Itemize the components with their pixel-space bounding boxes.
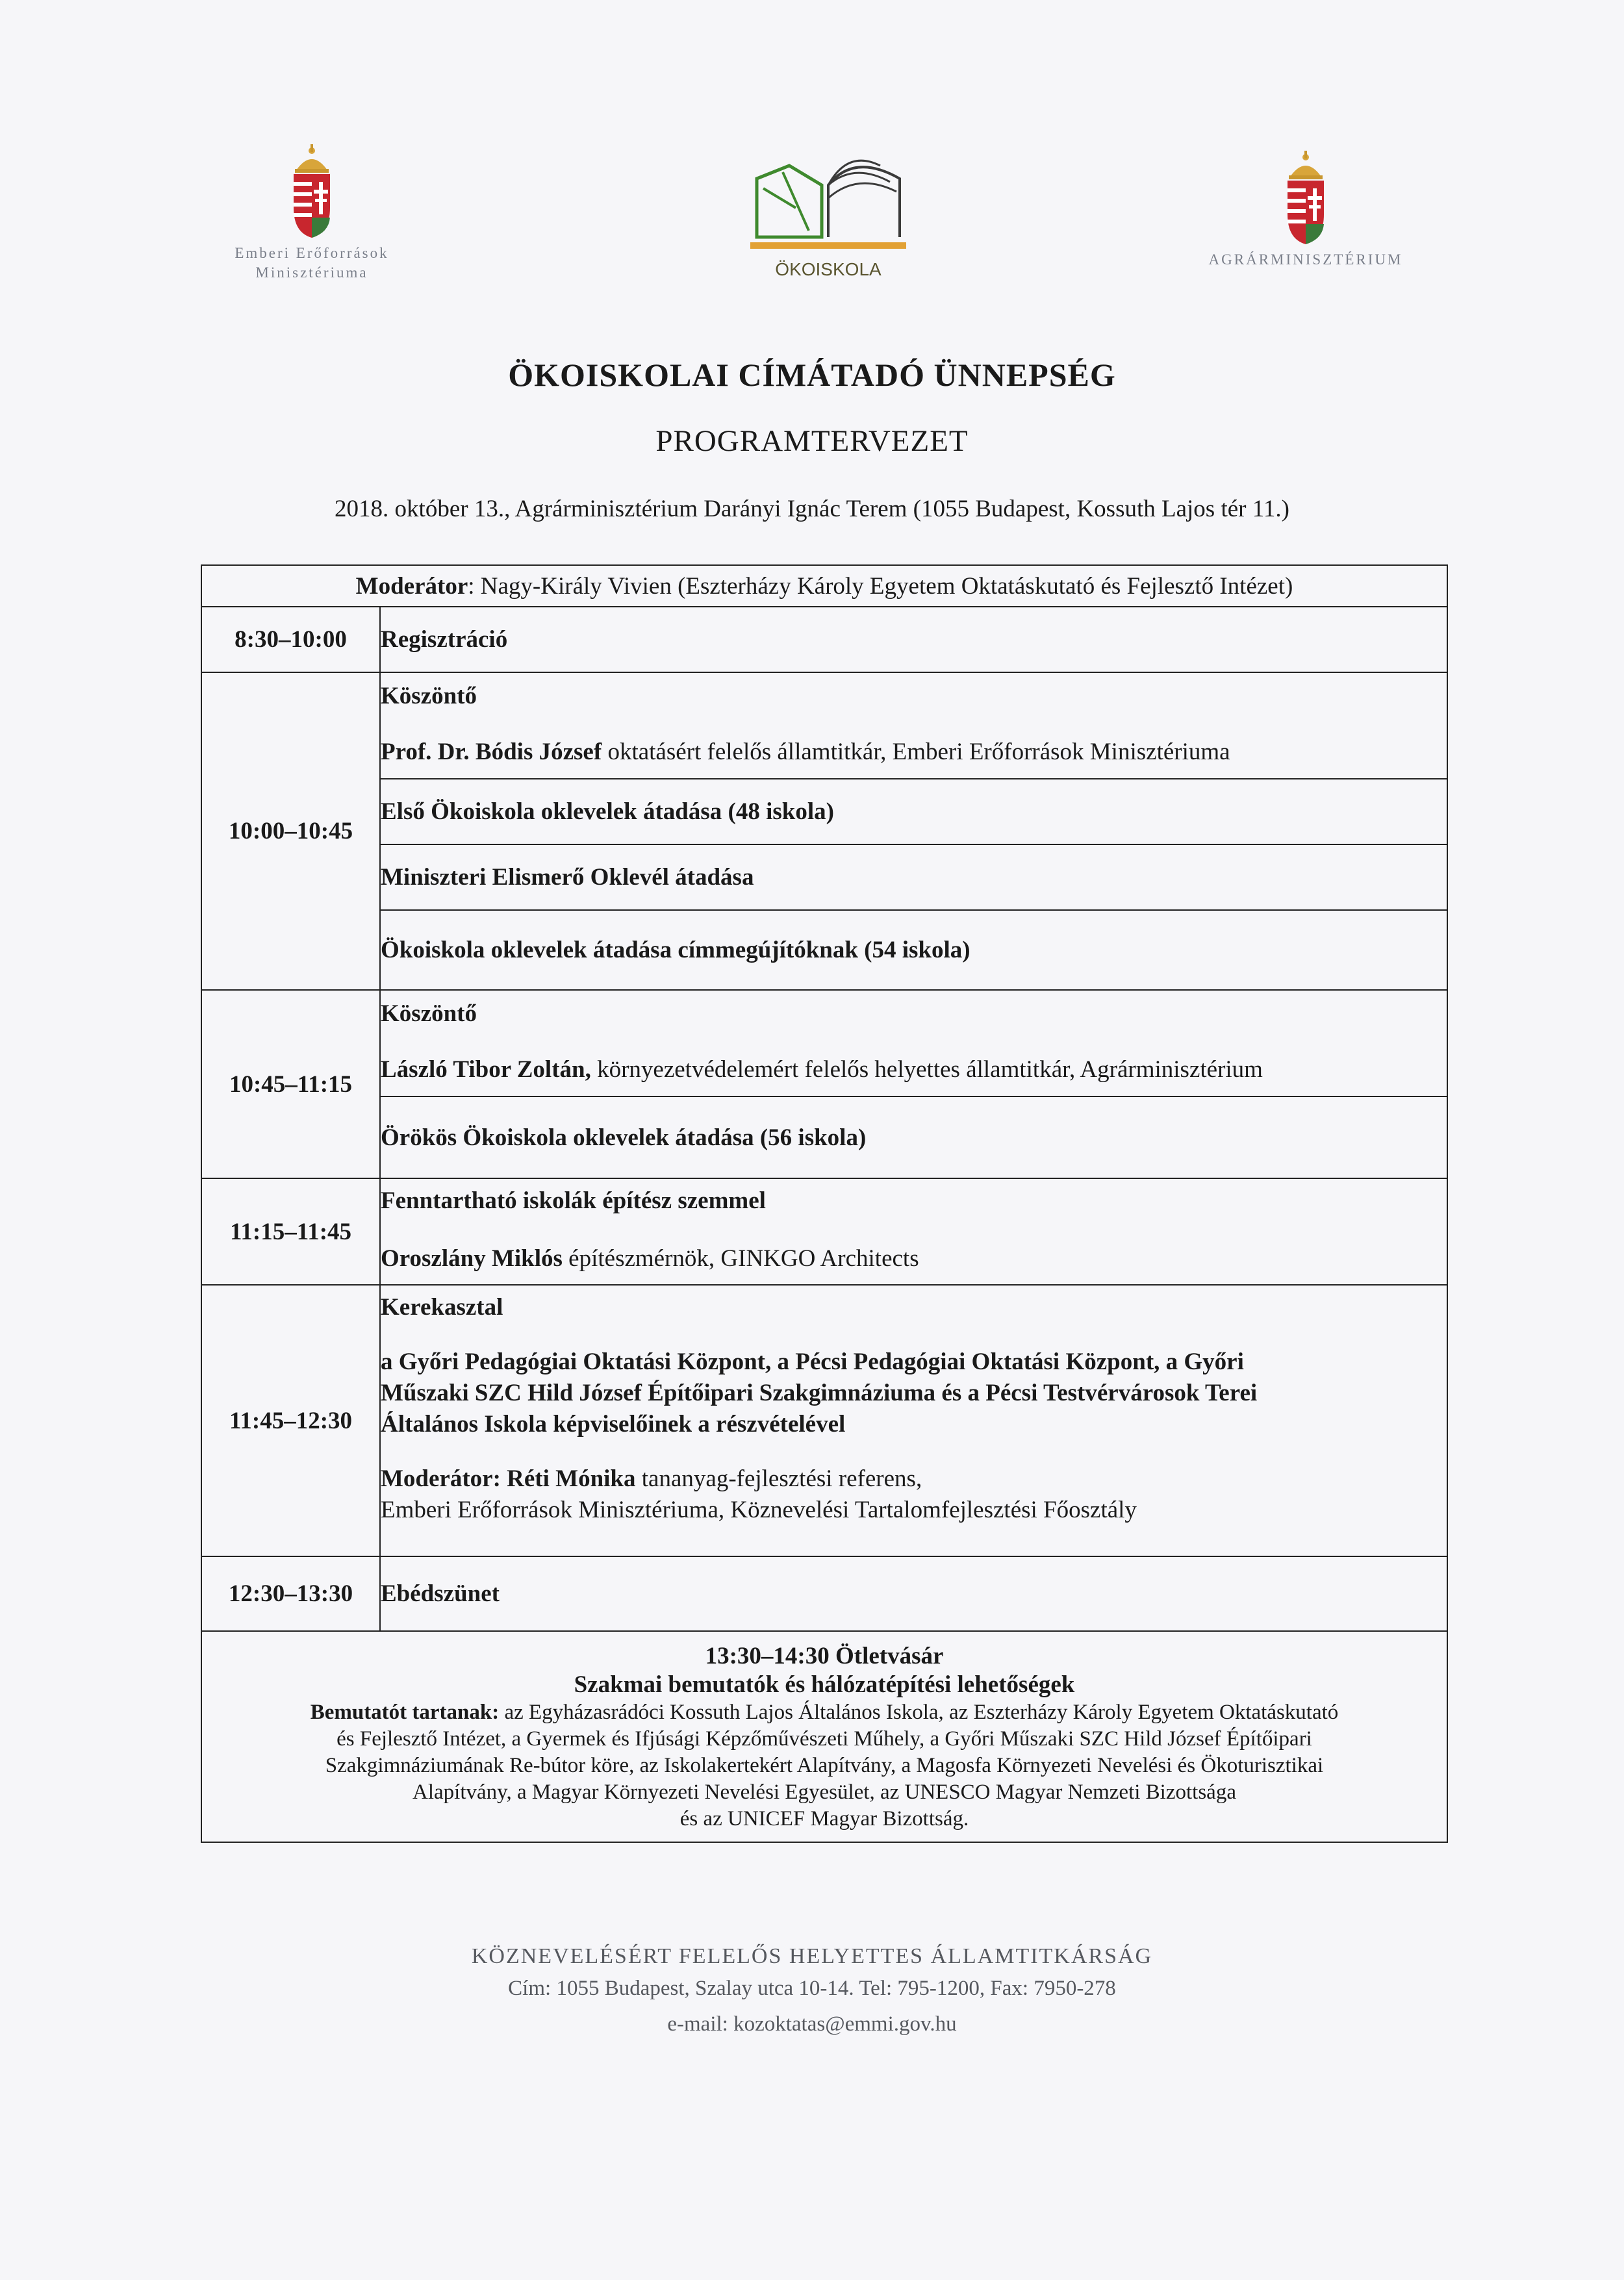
speaker-role: környezetvédelemért felelős helyettes államtitkár, Agrárminisztérium [590, 1056, 1263, 1083]
moderator-text: : Nagy-Király Vivien (Eszterházy Károly Egyetem Oktatáskutató és Fejlesztő Intézet) [468, 572, 1293, 600]
footer-email: e-mail: kozoktatas@emmi.gov.hu [667, 2012, 957, 2036]
middle-logo-caption: ÖKOISKOLA [775, 259, 882, 279]
footer-address: Cím: 1055 Budapest, Szalay utca 10-14. Tel: 795-1200, Fax: 7950-278 [508, 1977, 1116, 2000]
agenda-item: Első Ökoiskola oklevelek átadása (48 iskola) [380, 779, 1447, 844]
page-title: ÖKOISKOLAI CÍMÁTADÓ ÜNNEPSÉG [508, 357, 1116, 393]
agenda-item: Miniszteri Elismerő Oklevél átadása [380, 844, 1447, 910]
moderator-cell [201, 565, 1447, 607]
closing-cell [201, 1631, 1447, 1842]
welcome-cell [380, 990, 1447, 1096]
session-title: Fenntartható iskolák építész szemmel [381, 1187, 766, 1214]
presenters-line [214, 1699, 1435, 1726]
table-row [201, 844, 1447, 910]
time-cell: 11:15–11:45 [201, 1178, 380, 1285]
session-title: Regisztráció [380, 607, 1447, 672]
table-row [201, 607, 1447, 672]
open-book-icon [744, 146, 913, 257]
presenters-line: Szakgimnáziumának Re-bútor köre, az Iskolakertekért Alapítvány, a Magosfa Környezeti Nevelési és Ökoturisztikai [325, 1754, 1324, 1777]
table-row [201, 1556, 1447, 1631]
roundtable-cell [380, 1285, 1447, 1556]
speaker-line [381, 738, 1447, 766]
program-table [201, 564, 1448, 1843]
speaker-line [381, 1245, 1447, 1273]
presenters-line: Alapítvány, a Magyar Környezeti Nevelési Egyesület, az UNESCO Magyar Nemzeti Bizottsága [412, 1780, 1236, 1804]
presenters-label: Bemutatót tartanak: [310, 1701, 500, 1724]
closing-row [201, 1631, 1447, 1842]
closing-title: 13:30–14:30 Ötletvásár [705, 1643, 944, 1669]
time-cell: 10:00–10:45 [201, 672, 380, 990]
agenda-item: Ökoiskola oklevelek átadása címmegújítóknak (54 iskola) [380, 910, 1447, 990]
moderator-line [381, 1463, 1447, 1495]
welcome-label: Köszöntő [381, 1000, 477, 1027]
session-cell [380, 1178, 1447, 1285]
speaker-name: Prof. Dr. Bódis József [381, 739, 602, 765]
table-row [201, 1285, 1447, 1556]
participants-line: Általános Iskola képviselőinek a részvételével [381, 1411, 846, 1438]
table-row [201, 990, 1447, 1096]
ministry-agriculture-logo [1179, 149, 1432, 270]
presenters-line: és Fejlesztő Intézet, a Gyermek és Ifjúsági Képzőművészeti Műhely, a Győri Műszaki SZC Hild József Építőipari [336, 1727, 1312, 1751]
time-cell: 12:30–13:30 [201, 1556, 380, 1631]
presenters-line: és az UNICEF Magyar Bizottság. [679, 1807, 969, 1830]
agenda-item: Örökös Ökoiskola oklevelek átadása (56 iskola) [380, 1096, 1447, 1178]
participants-line: Műszaki SZC Hild József Építőipari Szakgimnáziuma és a Pécsi Testvérvárosok Terei [381, 1380, 1258, 1406]
hungarian-coat-of-arms-icon [1280, 149, 1332, 247]
left-logo-caption-1: Emberi Erőforrások [235, 245, 389, 261]
time-cell: 10:45–11:15 [201, 990, 380, 1178]
left-logo-caption-2: Minisztériuma [255, 264, 368, 281]
ministry-human-resources-logo [195, 143, 429, 283]
page-subtitle: PROGRAMTERVEZET [655, 424, 969, 458]
session-title: Kerekasztal [381, 1294, 503, 1321]
closing-subtitle: Szakmai bemutatók és hálózatépítési lehetőségek [574, 1671, 1075, 1698]
moderator-label: Moderátor [355, 572, 468, 600]
roundtable-moderator-role: tananyag-fejlesztési referens, [635, 1465, 922, 1492]
speaker-line [381, 1056, 1447, 1083]
right-logo-caption: AGRÁRMINISZTÉRIUM [1208, 251, 1403, 268]
participants-line: a Győri Pedagógiai Oktatási Központ, a Pécsi Pedagógiai Oktatási Központ, a Győri [381, 1349, 1244, 1375]
speaker-role: oktatásért felelős államtitkár, Emberi Erőforrások Minisztériuma [602, 739, 1230, 765]
table-row [201, 672, 1447, 779]
roundtable-moderator-name: Moderátor: Réti Mónika [381, 1465, 636, 1492]
time-cell: 8:30–10:00 [201, 607, 380, 672]
welcome-cell [380, 672, 1447, 779]
moderator-row [201, 565, 1447, 607]
table-row [201, 910, 1447, 990]
speaker-role: építészmérnök, GINKGO Architects [562, 1245, 919, 1272]
table-row [201, 779, 1447, 844]
welcome-label: Köszöntő [381, 683, 477, 709]
table-row [201, 1178, 1447, 1285]
speaker-name: Oroszlány Miklós [381, 1245, 563, 1272]
presenters-text: az Egyházasrádóci Kossuth Lajos Általános Iskola, az Eszterházy Károly Egyetem Oktatáskutató [499, 1701, 1339, 1724]
time-cell: 11:45–12:30 [201, 1285, 380, 1556]
hungarian-coat-of-arms-icon [286, 143, 338, 240]
table-row [201, 1096, 1447, 1178]
speaker-name: László Tibor Zoltán, [381, 1056, 591, 1083]
okoiskola-logo [731, 146, 926, 279]
event-date-location: 2018. október 13., Agrárminisztérium Darányi Ignác Terem (1055 Budapest, Kossuth Lajos tér 11.) [335, 496, 1289, 522]
session-title: Ebédszünet [380, 1556, 1447, 1631]
footer-office: KÖZNEVELÉSÉRT FELELŐS HELYETTES ÁLLAMTITKÁRSÁG [471, 1944, 1153, 1968]
roundtable-moderator-org: Emberi Erőforrások Minisztériuma, Köznevelési Tartalomfejlesztési Főosztály [381, 1497, 1137, 1523]
